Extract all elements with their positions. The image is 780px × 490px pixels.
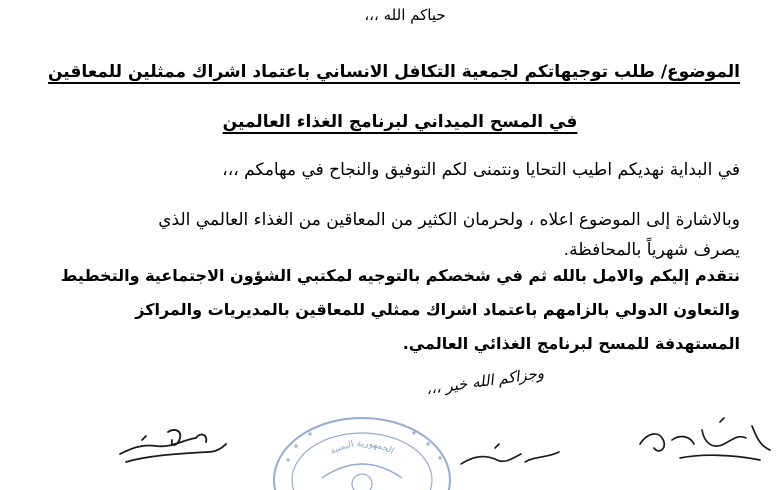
- paragraph-reference-line-1: وبالاشارة إلى الموضوع اعلاه ، ولحرمان الكثير من المعاقين من الغذاء العالمي الذي: [158, 210, 740, 230]
- paragraph-request-line-3: المستهدفة للمسح لبرنامج الغذائي العالمي.: [402, 334, 740, 353]
- right-signature-icon: [620, 410, 780, 470]
- subject-text-2: في المسح الميداني لبرنامج الغذاء العالمين: [222, 112, 578, 132]
- subject-line-1: [40, 62, 740, 82]
- paragraph-request-line-1: نتقدم إليكم والامل بالله ثم في شخصكم بالتوجيه لمكتبي الشؤون الاجتماعية والتخطيط: [60, 266, 740, 285]
- official-stamp-icon: [262, 400, 462, 490]
- svg-text:الجمهورية اليمنية: [329, 439, 396, 457]
- paragraph-opening: في البداية نهديكم اطيب التحايا ونتمنى لكم التوفيق والنجاح في مهامكم ،،،: [222, 160, 740, 180]
- subject-text-1: الموضوع/ طلب توجيهاتكم لجمعية التكافل الانساني باعتماد اشراك ممثلين للمعاقين: [47, 62, 740, 82]
- subject-line-2: [210, 112, 590, 132]
- paragraph-request-line-2: والتعاون الدولي بالزامهم باعتماد اشراك ممثلي للمعاقين بالمديريات والمراكز: [135, 300, 740, 319]
- paragraph-reference-line-2: يصرف شهرياً بالمحافظة.: [563, 240, 740, 260]
- stamp-text: الجمهورية اليمنية: [328, 438, 396, 457]
- middle-signature-icon: [455, 440, 565, 470]
- left-signature-icon: [112, 418, 232, 468]
- closing-handwritten: وجزاكم الله خير ،،،: [424, 363, 546, 399]
- greeting-line: حياكم الله ،،،: [364, 6, 446, 24]
